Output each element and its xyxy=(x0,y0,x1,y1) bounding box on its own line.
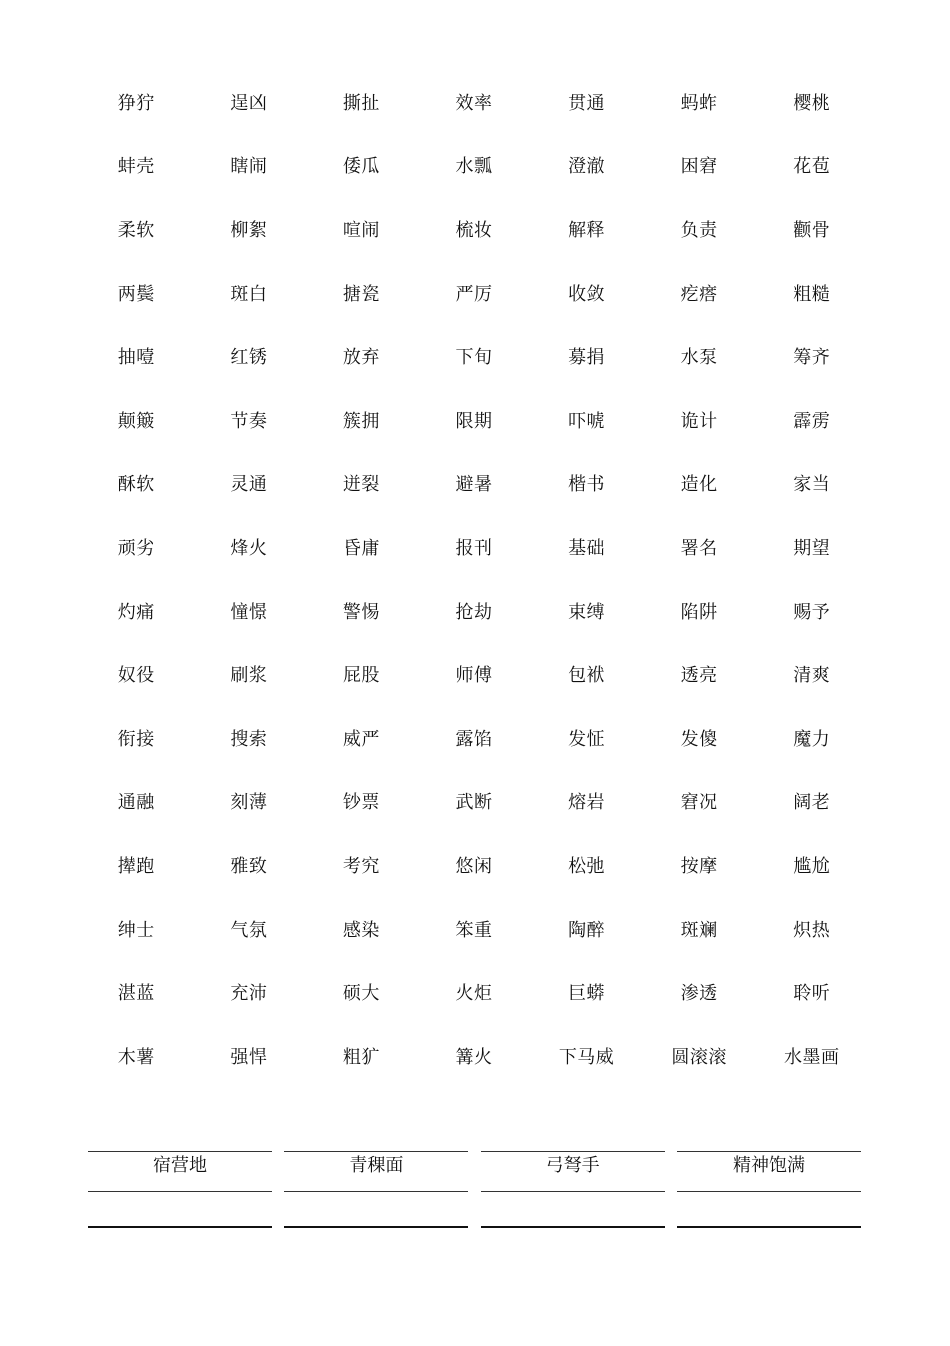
vocab-word: 雅致 xyxy=(230,855,268,877)
vocab-word: 抽噎 xyxy=(117,347,155,369)
vocab-word: 放弃 xyxy=(342,347,380,369)
vocab-word: 两鬓 xyxy=(117,283,155,305)
vocab-word: 渗透 xyxy=(680,983,718,1005)
vocab-word: 师傅 xyxy=(455,665,493,687)
word-row xyxy=(80,454,868,518)
word-row xyxy=(80,581,868,645)
vocab-word: 悠闲 xyxy=(455,855,493,877)
vocab-word: 蚌壳 xyxy=(117,156,155,178)
top-rule xyxy=(284,1151,468,1152)
vocab-word: 柳絮 xyxy=(230,219,268,241)
vocab-word: 赐予 xyxy=(793,601,831,623)
word-row xyxy=(80,962,868,1026)
vocab-word: 倭瓜 xyxy=(342,156,380,178)
vocab-word: 筹齐 xyxy=(793,347,831,369)
word-row xyxy=(80,326,868,390)
vocab-word: 魔力 xyxy=(793,728,831,750)
vocab-word: 钞票 xyxy=(342,792,380,814)
vocab-word: 吓唬 xyxy=(568,410,606,432)
vocab-word: 簇拥 xyxy=(342,410,380,432)
vocab-word: 通融 xyxy=(117,792,155,814)
vocab-word: 强悍 xyxy=(230,1046,268,1068)
vocab-word: 募捐 xyxy=(568,347,606,369)
vocab-word: 严厉 xyxy=(455,283,493,305)
vocab-word: 发傻 xyxy=(680,728,718,750)
vocab-word: 灵通 xyxy=(230,474,268,496)
vocab-word: 节奏 xyxy=(230,410,268,432)
vocab-word: 解释 xyxy=(568,219,606,241)
vocab-word: 笨重 xyxy=(455,919,493,941)
vocab-word: 梳妆 xyxy=(455,219,493,241)
vocab-word: 发怔 xyxy=(568,728,606,750)
vocab-word: 报刊 xyxy=(455,537,493,559)
vocab-word: 衔接 xyxy=(117,728,155,750)
vocab-word: 烽火 xyxy=(230,537,268,559)
dictation-blanks xyxy=(88,1151,861,1229)
vocab-word: 粗糙 xyxy=(793,283,831,305)
top-rule xyxy=(677,1151,861,1152)
vocab-word: 充沛 xyxy=(230,983,268,1005)
vocab-word: 造化 xyxy=(680,474,718,496)
vocab-word: 陷阱 xyxy=(680,601,718,623)
vocab-word: 狰狞 xyxy=(117,92,155,114)
vocab-word: 蚂蚱 xyxy=(680,92,718,114)
vocab-word: 灼痛 xyxy=(117,601,155,623)
middle-rule xyxy=(284,1191,468,1192)
word-row xyxy=(80,72,868,136)
vocab-word: 聆听 xyxy=(793,983,831,1005)
vocab-word: 屁股 xyxy=(342,665,380,687)
vocab-word: 威严 xyxy=(342,728,380,750)
middle-rule xyxy=(677,1191,861,1192)
vocab-word: 柔软 xyxy=(117,219,155,241)
vocab-word: 效率 xyxy=(455,92,493,114)
vocab-word: 尴尬 xyxy=(793,855,831,877)
vocab-word: 避暑 xyxy=(455,474,493,496)
vocab-word: 按摩 xyxy=(680,855,718,877)
top-rule xyxy=(88,1151,272,1152)
blank-label: 弓弩手 xyxy=(545,1155,600,1176)
vocab-word: 喧闹 xyxy=(342,219,380,241)
vocab-word: 负责 xyxy=(680,219,718,241)
vocab-word: 炽热 xyxy=(793,919,831,941)
vocab-word: 诡计 xyxy=(680,410,718,432)
vocab-word: 撵跑 xyxy=(117,855,155,877)
vocab-word: 窘况 xyxy=(680,792,718,814)
vocab-word: 篝火 xyxy=(455,1046,493,1068)
vocab-word: 樱桃 xyxy=(793,92,831,114)
vocab-word: 水泵 xyxy=(680,347,718,369)
vocab-word: 气氛 xyxy=(230,919,268,941)
vocab-word: 疙瘩 xyxy=(680,283,718,305)
word-row xyxy=(80,835,868,899)
blank-label: 青稞面 xyxy=(349,1155,404,1176)
vocab-word: 感染 xyxy=(342,919,380,941)
answer-line[interactable] xyxy=(481,1226,665,1228)
blank-box xyxy=(677,1151,861,1229)
vocab-word: 憧憬 xyxy=(230,601,268,623)
vocab-word: 湛蓝 xyxy=(117,983,155,1005)
vocab-word: 下马威 xyxy=(558,1046,615,1068)
vocab-word: 考究 xyxy=(342,855,380,877)
vocab-word: 抢劫 xyxy=(455,601,493,623)
answer-line[interactable] xyxy=(677,1226,861,1228)
vocab-word: 奴役 xyxy=(117,665,155,687)
vocab-word: 澄澈 xyxy=(568,156,606,178)
vocab-word: 火炬 xyxy=(455,983,493,1005)
vocab-word: 花苞 xyxy=(793,156,831,178)
vocab-word: 署名 xyxy=(680,537,718,559)
vocab-word: 武断 xyxy=(455,792,493,814)
vocab-word: 斑斓 xyxy=(680,919,718,941)
vocab-word: 束缚 xyxy=(568,601,606,623)
vocab-word: 清爽 xyxy=(793,665,831,687)
vocab-word: 霹雳 xyxy=(793,410,831,432)
vocab-word: 红锈 xyxy=(230,347,268,369)
vocab-word: 露馅 xyxy=(455,728,493,750)
vocab-word: 期望 xyxy=(793,537,831,559)
blank-box xyxy=(284,1151,468,1229)
word-row xyxy=(80,390,868,454)
vocab-word: 困窘 xyxy=(680,156,718,178)
blank-label: 精神饱满 xyxy=(732,1155,805,1176)
word-row xyxy=(80,644,868,708)
vocab-word: 顽劣 xyxy=(117,537,155,559)
vocab-word: 陶醉 xyxy=(568,919,606,941)
top-rule xyxy=(481,1151,665,1152)
vocab-word: 熔岩 xyxy=(568,792,606,814)
vocab-word: 巨蟒 xyxy=(568,983,606,1005)
vocab-word: 搪瓷 xyxy=(342,283,380,305)
vocab-word: 水瓢 xyxy=(455,156,493,178)
vocab-word: 迸裂 xyxy=(342,474,380,496)
blank-box xyxy=(88,1151,272,1229)
middle-rule xyxy=(88,1191,272,1192)
vocab-word: 警惕 xyxy=(342,601,380,623)
vocab-word: 家当 xyxy=(793,474,831,496)
vocab-word: 松弛 xyxy=(568,855,606,877)
vocab-word: 限期 xyxy=(455,410,493,432)
vocab-word: 瞎闹 xyxy=(230,156,268,178)
word-row xyxy=(80,708,868,772)
word-row xyxy=(80,772,868,836)
vocab-word: 斑白 xyxy=(230,283,268,305)
blank-box xyxy=(481,1151,665,1229)
word-grid xyxy=(80,72,868,1090)
vocab-word: 贯通 xyxy=(568,92,606,114)
blank-label: 宿营地 xyxy=(153,1155,207,1176)
vocab-word: 圆滚滚 xyxy=(671,1046,727,1068)
vocab-word: 颧骨 xyxy=(793,219,831,241)
vocab-word: 颠簸 xyxy=(117,410,155,432)
word-row xyxy=(80,517,868,581)
word-row xyxy=(80,136,868,200)
vocab-word: 刷浆 xyxy=(230,665,268,687)
vocab-word: 透亮 xyxy=(680,665,718,687)
vocab-word: 刻薄 xyxy=(230,792,268,814)
vocab-word: 水墨画 xyxy=(783,1046,840,1068)
vocab-word: 昏庸 xyxy=(342,537,380,559)
vocab-word: 逞凶 xyxy=(230,92,268,114)
vocab-word: 收敛 xyxy=(568,283,606,305)
word-row xyxy=(80,899,868,963)
vocab-word: 酥软 xyxy=(117,474,155,496)
vocab-word: 下旬 xyxy=(455,347,493,369)
vocab-word: 楷书 xyxy=(568,474,606,496)
vocab-word: 撕扯 xyxy=(342,92,380,114)
vocab-word: 基础 xyxy=(568,537,606,559)
word-row xyxy=(80,263,868,327)
vocab-word: 粗犷 xyxy=(342,1046,380,1068)
vocab-word: 搜索 xyxy=(230,728,268,750)
middle-rule xyxy=(481,1191,665,1192)
vocab-word: 绅士 xyxy=(117,919,155,941)
word-row xyxy=(80,199,868,263)
answer-line[interactable] xyxy=(284,1226,468,1228)
vocab-word: 硕大 xyxy=(342,983,380,1005)
answer-line[interactable] xyxy=(88,1226,272,1228)
vocab-word: 包袱 xyxy=(568,665,606,687)
word-row xyxy=(80,1026,868,1090)
vocab-word: 木薯 xyxy=(117,1046,155,1068)
vocab-word: 阔老 xyxy=(793,792,831,814)
